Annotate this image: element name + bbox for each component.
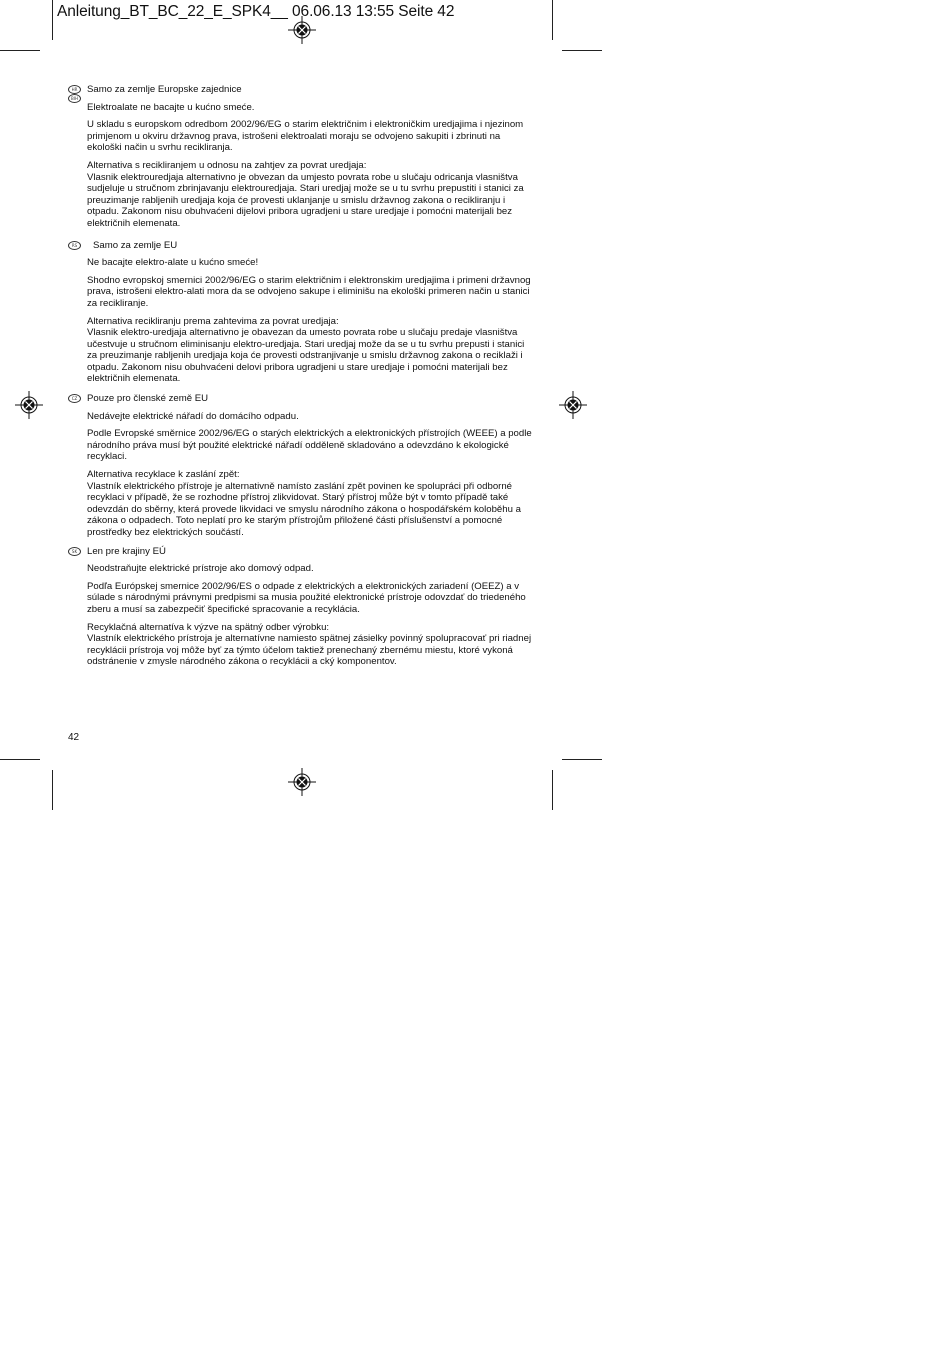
section-paragraph-title: Alternativa s recikliranjem u odnosu na zahtjev za povrat uredjaja: bbox=[87, 159, 367, 171]
country-flag-icon: SK bbox=[68, 547, 81, 556]
section-hr-bih bbox=[71, 84, 537, 230]
section-heading: Samo za zemlje EU bbox=[93, 239, 178, 251]
section-paragraph: Podľa Európskej smernice 2002/96/ES o odpade z elektrických a elektronických zariadení (OEEZ) a v súlade s národnými právnymi predpismi sa musia použité elektronické prístroje odovzdať do triedeného zberu a musí sa zabezpečiť špecifické spracovanie a recyklácia. bbox=[87, 580, 526, 615]
section-heading: Pouze pro členské země EU bbox=[87, 393, 209, 405]
crop-mark bbox=[552, 770, 553, 810]
country-flag-icon: RS bbox=[68, 241, 81, 250]
section-paragraph: Vlasnik elektro-uredjaja alternativno je obavezan da umesto povrata robe u slučaju predaje vlasništva učestvuje u stručnom eliminisanju elektro-uredjaja. Stari uredjaj može da se u tu svrhu prepusti i stanici za preuzimanje rabljenih uredjaja koja će provesti odstranjivanje u smislu državnog zakona o reciklaži i otpadu. Zakonom nisu obuhvaćeni delovi pribora ugradjeni u stare uredjaje i pomoćni materijali bez električnih elemenata. bbox=[87, 327, 525, 385]
section-paragraph: Vlastník elektrického prístroja je alternatívne namiesto spätnej zásielky povinný spolupracovať pri riadnej recyklácii prístroja voj môže byť za týmto účelom taktiež prenechaný zbernému miestu, ktoré vykoná odstránenie v zmysle národného zákona o recyklácii a cký komponentov. bbox=[87, 633, 532, 668]
section-subheading: Ne bacajte elektro-alate u kućno smeće! bbox=[87, 257, 259, 269]
section-paragraph: Vlastník elektrického přístroje je alternativně namísto zaslání zpět povinen ke spolupráci při odborné recyklaci v případě, že se rozhodne přístroj zlikvidovat. Starý přístroj může být v tomto případě také odevzdán do sběrny, která provede likvidaci ve smyslu národního zákona o hospodářském koloběhu a zákona o odpadech. Toto neplatí pro ke starým přístrojům přiložené části příslušenství a pomocné prostředky bez elektrických součástí. bbox=[87, 480, 521, 538]
section-paragraph: Shodno evropskoj smernici 2002/96/EG o starim električnim i elektronskim uredjajima i primeni državnog prava, istrošeni elektro-alati mora da se odvojeno sakupe i eliminišu na ekološki primeren način u stanici za recikliranje. bbox=[87, 274, 531, 309]
crop-mark bbox=[552, 0, 553, 40]
section-subheading: Nedávejte elektrické nářadí do domácího odpadu. bbox=[87, 410, 299, 422]
section-paragraph-title: Alternativa recyklace k zaslání zpět: bbox=[87, 469, 240, 481]
registration-mark-icon bbox=[288, 16, 316, 44]
section-subheading: Elektroalate ne bacajte u kućno smeće. bbox=[87, 101, 255, 113]
section-cz bbox=[71, 393, 537, 539]
page-number: 42 bbox=[68, 732, 80, 743]
country-flag-icon: BIH bbox=[68, 94, 81, 103]
section-heading: Samo za zemlje Europske zajednice bbox=[87, 84, 242, 95]
crop-mark bbox=[52, 0, 53, 40]
header-title: Anleitung_BT_BC_22_E_SPK4__ 06.06.13 13:55 Seite 42 bbox=[57, 3, 455, 20]
crop-mark bbox=[0, 50, 40, 51]
section-paragraph: U skladu s europskom odredbom 2002/96/EG o starim električnim i elektroničkim uredjajima i njezinom primjenom u okviru državnog prava, istrošeni elektroalati moraju se odvojeno sakupiti i zbrinuti na ekološki način u svrhu recikliranja. bbox=[87, 119, 524, 154]
country-flag-icon: CZ bbox=[68, 394, 81, 403]
section-paragraph: Podle Evropské směrnice 2002/96/EG o starých elektrických a elektronických přístrojích (WEEE) a podle národního práva musí být použité elektrické nářadí odděleně skladováno a odevzdáno k ekologické recyklaci. bbox=[87, 428, 532, 463]
crop-mark bbox=[0, 759, 40, 760]
country-flag-icon: HR bbox=[68, 85, 81, 94]
registration-mark-icon bbox=[15, 391, 43, 419]
section-rs bbox=[71, 239, 537, 386]
registration-mark-icon bbox=[559, 391, 587, 419]
section-paragraph: Vlasnik elektrouredjaja alternativno je obvezan da umjesto povrata robe u slučaju odricanja vlasništva sudjeluje u stručnom zbrinjavanju elektrouredjaja. Stari uredjaj može se u tu svrhu prepustiti i stanici za preuzimanje rabljenih uredjaja koja će provesti uklanjanje u smislu državnog zakona o recikliranju i otpadu. Zakonom nisu obuhvaćeni dijelovi pribora ugradjeni u stare uredjaje i pomoćni materijali bez električnih elemenata. bbox=[87, 171, 524, 229]
section-heading: Len pre krajiny EÚ bbox=[87, 545, 166, 557]
section-paragraph-title: Alternativa recikliranju prema zahtevima za povrat uredjaja: bbox=[87, 315, 339, 327]
section-sk bbox=[71, 545, 537, 668]
section-paragraph-title: Recyklačná alternatíva k výzve na spätný odber výrobku: bbox=[87, 621, 330, 633]
section-subheading: Neodstraňujte elektrické prístroje ako domový odpad. bbox=[87, 563, 314, 575]
document-body bbox=[71, 84, 537, 675]
crop-mark bbox=[52, 770, 53, 810]
crop-mark bbox=[562, 759, 602, 760]
registration-mark-icon bbox=[288, 768, 316, 796]
crop-mark bbox=[562, 50, 602, 51]
